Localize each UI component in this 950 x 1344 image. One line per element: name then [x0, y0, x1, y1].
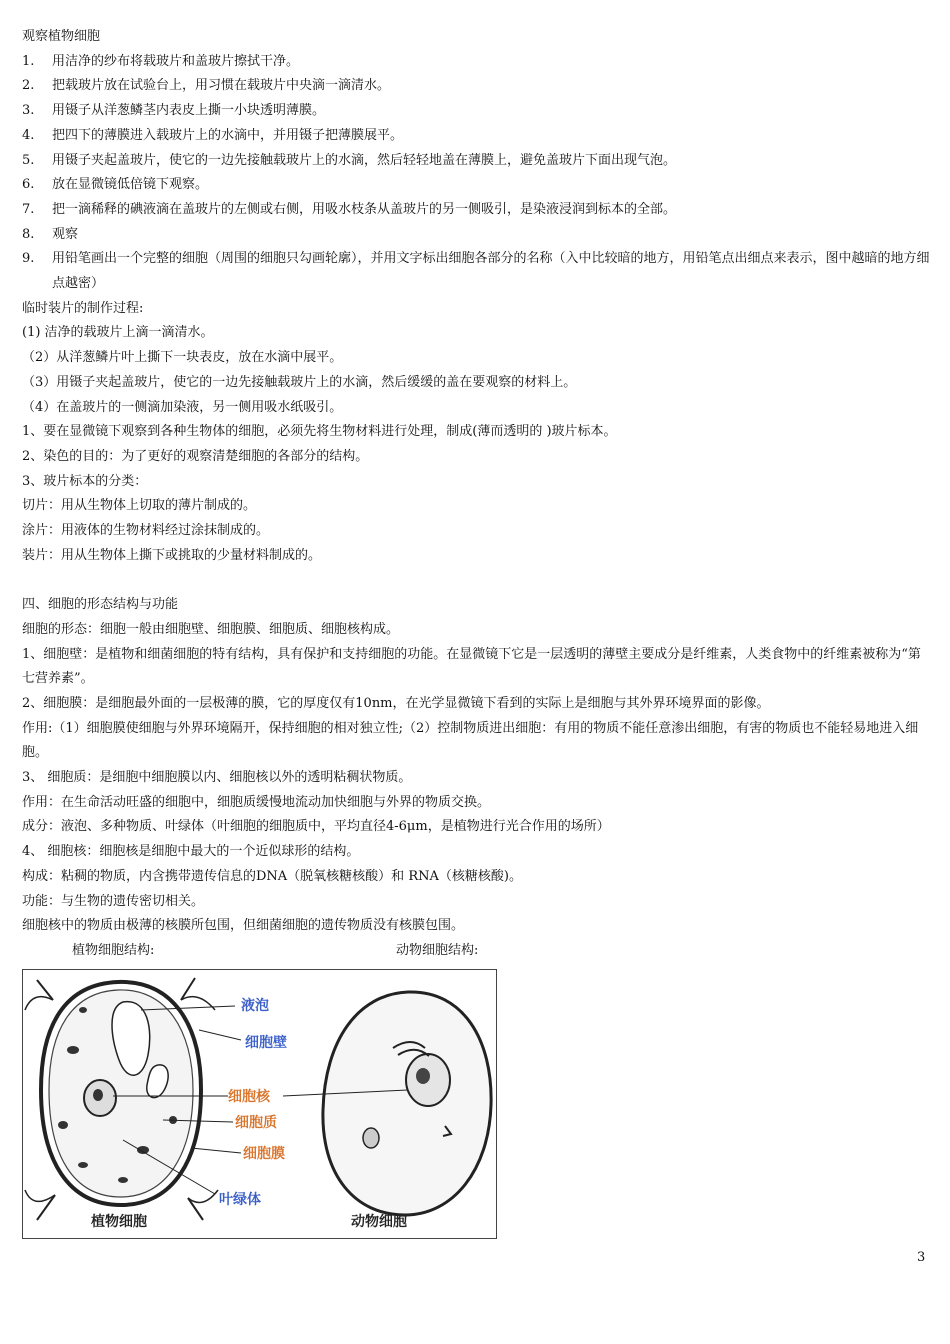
animal-structure-heading: 动物细胞结构: — [396, 943, 479, 958]
spacer — [22, 568, 930, 593]
chloroplast — [67, 1046, 79, 1054]
organelle — [363, 1128, 379, 1148]
temp-step: （2）从洋葱鳞片叶上撕下一块表皮，放在水滴中展平。 — [22, 350, 343, 366]
note-line: 2、染色的目的：为了更好的观察清楚细胞的各部分的结构。 — [22, 448, 369, 464]
pointer-line — [199, 1030, 241, 1040]
note-line: 涂片：用液体的生物材料经过涂抹制成的。 — [22, 523, 270, 539]
nucleus-text: 4、 细胞核：细胞核是细胞中最大的一个近似球形的结构。 — [22, 844, 360, 860]
cytoplasm-components-text: 成分：液泡、多种物质、叶绿体（叶细胞的细胞质中，平均直径4-6μm，是植物进行光合作用的场所） — [22, 819, 610, 835]
nucleus-note-text: 细胞核中的物质由极薄的核膜所包围，但细菌细胞的遗传物质没有核膜包围。 — [22, 918, 465, 934]
chloroplast — [118, 1177, 128, 1183]
plant-structure-heading: 植物细胞结构: — [72, 943, 155, 958]
step-item: 9. 用铅笔画出一个完整的细胞（周围的细胞只勾画轮廓），并用文字标出细胞各部分的名称（入中比较暗的地方，用铅笔点出细点来表示，图中越暗的地方细点越密） — [22, 251, 930, 292]
label-cell-wall: 细胞壁 — [245, 1035, 287, 1051]
chloroplast — [137, 1146, 149, 1154]
cytoplasm-function-text: 作用：在生命活动旺盛的细胞中，细胞质缓慢地流动加快细胞与外界的物质交换。 — [22, 794, 491, 810]
note-line: 装片：用从生物体上撕下或挑取的少量材料制成的。 — [22, 547, 322, 563]
cell-membrane-text: 2、细胞膜：是细胞最外面的一层极薄的膜，它的厚度仅有10nm，在光学显微镜下看到的实际上是细胞与其外界环境界面的影像。 — [22, 695, 770, 711]
membrane-function-text: 作用:（1）细胞膜使细胞与外界环境隔开，保持细胞的相对独立性;（2）控制物质进出细胞：有用的物质不能任意渗出细胞，有害的物质也不能轻易地进入细胞。 — [22, 720, 919, 761]
note-line: 切片：用从生物体上切取的薄片制成的。 — [22, 498, 257, 514]
cell-diagram-figure — [22, 969, 497, 1239]
label-vacuole: 液泡 — [241, 998, 269, 1014]
nucleus-components-text: 构成：粘稠的物质，内含携带遗传信息的DNA（脱氧核糖核酸）和 RNA（核糖核酸)。 — [22, 868, 522, 884]
label-membrane: 细胞膜 — [243, 1146, 285, 1162]
chloroplast — [58, 1121, 68, 1129]
figure-headings — [22, 939, 930, 963]
doc-title: 观察植物细胞 — [22, 29, 101, 44]
temp-title: 临时装片的制作过程: — [22, 300, 144, 316]
note-line: 1、要在显微镜下观察到各种生物体的细胞，必须先将生物材料进行处理，制成(薄而透明的 )玻片标本。 — [22, 424, 617, 440]
temp-step: (1) 洁净的载玻片上滴一滴清水。 — [22, 325, 214, 341]
document-page — [22, 25, 930, 963]
section-intro: 细胞的形态：细胞一般由细胞壁、细胞膜、细胞质、细胞核构成。 — [22, 621, 400, 637]
page-number: 3 — [917, 1250, 926, 1265]
label-chloroplast: 叶绿体 — [219, 1192, 261, 1208]
note-line: 3、玻片标本的分类： — [22, 473, 148, 489]
pointer-line — [191, 1148, 241, 1153]
step-item: 2. 把载玻片放在试验台上，用习惯在载玻片中央滴一滴清水。 — [22, 78, 391, 94]
nucleolus — [93, 1089, 103, 1101]
label-cytoplasm: 细胞质 — [235, 1115, 277, 1131]
step-item: 4. 把四下的薄膜进入载玻片上的水滴中，并用镊子把薄膜展平。 — [22, 127, 404, 143]
step-item: 6. 放在显微镜低倍镜下观察。 — [22, 177, 209, 193]
cell-wall-text: 1、细胞壁：是植物和细菌细胞的特有结构，具有保护和支持细胞的功能。在显微镜下它是一层透明的薄壁主要成分是纤维素，人类食物中的纤维素被称为“第七营养素”。 — [22, 646, 921, 687]
temp-step: （4）在盖玻片的一侧滴加染液，另一侧用吸水纸吸引。 — [22, 399, 343, 415]
step-list — [22, 50, 930, 297]
step-item: 3. 用镊子从洋葱鳞茎内表皮上撕一小块透明薄膜。 — [22, 103, 326, 119]
step-item: 7. 把一滴稀释的碘液滴在盖玻片的左侧或右侧，用吸水枝条从盖玻片的另一侧吸引，是染液浸润到标本的全部。 — [22, 201, 677, 217]
animal-cell-caption: 动物细胞 — [351, 1214, 407, 1230]
section-title: 四、细胞的形态结构与功能 — [22, 597, 179, 613]
plant-cell-caption: 植物细胞 — [91, 1214, 147, 1230]
nucleolus — [416, 1068, 430, 1084]
temp-step: （3）用镊子夹起盖玻片，使它的一边先接触载玻片上的水滴，然后缓缓的盖在要观察的材料上。 — [22, 374, 577, 390]
cell-diagram — [23, 970, 496, 1238]
animal-cell-membrane — [323, 992, 491, 1215]
step-item: 1. 用洁净的纱布将载玻片和盖玻片擦拭干净。 — [22, 53, 300, 69]
label-nucleus: 细胞核 — [228, 1089, 270, 1105]
step-item: 8. 观察 — [22, 226, 79, 242]
chloroplast — [78, 1162, 88, 1168]
cytoplasm-text: 3、 细胞质：是细胞中细胞膜以内、细胞核以外的透明粘稠状物质。 — [22, 770, 412, 786]
chloroplast — [79, 1007, 87, 1013]
step-item: 5. 用镊子夹起盖玻片，使它的一边先接触载玻片上的水滴，然后轻轻地盖在薄膜上，避免盖玻片下面出现气泡。 — [22, 152, 677, 168]
nucleus-function-text: 功能：与生物的遗传密切相关。 — [22, 893, 205, 909]
